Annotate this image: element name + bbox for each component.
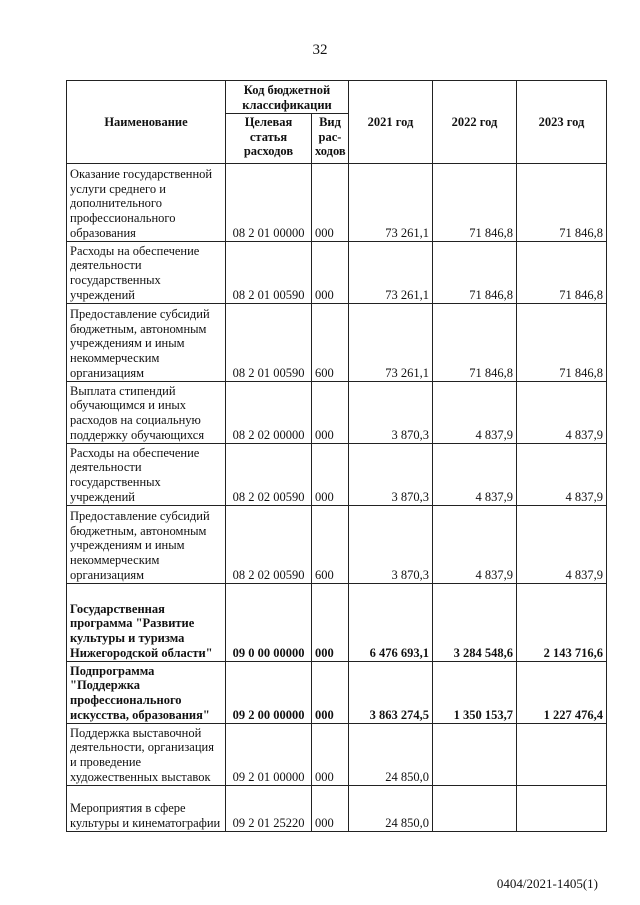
row-value-2023: 2 143 716,6 (517, 584, 607, 662)
row-name: Расходы на обеспечение деятельности государственных учреждений (67, 444, 226, 506)
row-expense-kind: 000 (312, 164, 349, 242)
row-expense-kind: 600 (312, 506, 349, 584)
header-2021: 2021 год (349, 81, 433, 164)
row-value-2023: 1 227 476,4 (517, 662, 607, 724)
row-value-2023: 4 837,9 (517, 506, 607, 584)
row-target-code: 09 2 00 00000 (226, 662, 312, 724)
row-target-code: 08 2 01 00590 (226, 304, 312, 382)
table-row (67, 506, 607, 584)
row-value-2021: 73 261,1 (349, 164, 433, 242)
row-target-code: 09 0 00 00000 (226, 584, 312, 662)
header-2022: 2022 год (433, 81, 517, 164)
row-target-code: 09 2 01 00000 (226, 724, 312, 786)
row-value-2023: 71 846,8 (517, 242, 607, 304)
row-value-2021: 3 870,3 (349, 382, 433, 444)
table-row (67, 724, 607, 786)
row-expense-kind: 000 (312, 662, 349, 724)
row-value-2023: 71 846,8 (517, 304, 607, 382)
row-name: Подпрограмма "Поддержка профессионального искусства, образования" (67, 662, 226, 724)
row-value-2022 (433, 724, 517, 786)
row-value-2021: 24 850,0 (349, 724, 433, 786)
row-value-2023: 4 837,9 (517, 444, 607, 506)
budget-table (66, 80, 607, 832)
row-value-2021: 3 863 274,5 (349, 662, 433, 724)
table-row (67, 164, 607, 242)
row-target-code: 08 2 01 00000 (226, 164, 312, 242)
table-row (67, 382, 607, 444)
table-row (67, 786, 607, 832)
row-name: Выплата стипендий обучающимся и иных расходов на социальную поддержку обучающихся (67, 382, 226, 444)
row-expense-kind: 000 (312, 724, 349, 786)
row-value-2022: 4 837,9 (433, 506, 517, 584)
document-code: 0404/2021-1405(1) (496, 876, 598, 891)
row-target-code: 08 2 02 00000 (226, 382, 312, 444)
row-name: Государственная программа "Развитие культуры и туризма Нижегородской области" (67, 584, 226, 662)
row-expense-kind: 000 (312, 242, 349, 304)
row-expense-kind: 600 (312, 304, 349, 382)
row-expense-kind: 000 (312, 584, 349, 662)
row-value-2021: 3 870,3 (349, 444, 433, 506)
row-name: Поддержка выставочной деятельности, организация и проведение художественных выставок (67, 724, 226, 786)
row-name: Оказание государственной услуги среднего и дополнительного профессионального образования (67, 164, 226, 242)
row-value-2022: 4 837,9 (433, 444, 517, 506)
table-row (67, 242, 607, 304)
row-value-2023 (517, 786, 607, 832)
row-target-code: 09 2 01 25220 (226, 786, 312, 832)
row-value-2021: 6 476 693,1 (349, 584, 433, 662)
header-name: Наименование (67, 81, 226, 164)
row-value-2022: 71 846,8 (433, 304, 517, 382)
row-value-2021: 73 261,1 (349, 242, 433, 304)
row-value-2021: 24 850,0 (349, 786, 433, 832)
row-name: Расходы на обеспечение деятельности государственных учреждений (67, 242, 226, 304)
row-name: Предоставление субсидий бюджетным, автономным учреждениям и иным некоммерческим организациям (67, 304, 226, 382)
header-expense-kind: Вид рас-ходов (312, 114, 349, 164)
row-value-2021: 73 261,1 (349, 304, 433, 382)
row-value-2023: 71 846,8 (517, 164, 607, 242)
row-name: Предоставление субсидий бюджетным, автономным учреждениям и иным некоммерческим организациям (67, 506, 226, 584)
row-value-2021: 3 870,3 (349, 506, 433, 584)
row-value-2022: 3 284 548,6 (433, 584, 517, 662)
table-header-row (67, 81, 607, 114)
table-row (67, 662, 607, 724)
row-value-2022: 1 350 153,7 (433, 662, 517, 724)
header-target-article: Целевая статья расходов (226, 114, 312, 164)
row-expense-kind: 000 (312, 444, 349, 506)
row-name: Мероприятия в сфере культуры и кинематографии (67, 786, 226, 832)
row-target-code: 08 2 01 00590 (226, 242, 312, 304)
row-expense-kind: 000 (312, 786, 349, 832)
header-2023: 2023 год (517, 81, 607, 164)
row-value-2023: 4 837,9 (517, 382, 607, 444)
row-target-code: 08 2 02 00590 (226, 506, 312, 584)
table-row (67, 304, 607, 382)
row-target-code: 08 2 02 00590 (226, 444, 312, 506)
table-row (67, 584, 607, 662)
row-value-2022: 4 837,9 (433, 382, 517, 444)
row-expense-kind: 000 (312, 382, 349, 444)
row-value-2022: 71 846,8 (433, 242, 517, 304)
row-value-2023 (517, 724, 607, 786)
row-value-2022 (433, 786, 517, 832)
table-row (67, 444, 607, 506)
table-body (67, 164, 607, 832)
header-code-group: Код бюджетной классификации (226, 81, 349, 114)
row-value-2022: 71 846,8 (433, 164, 517, 242)
page-number: 32 (312, 42, 328, 58)
